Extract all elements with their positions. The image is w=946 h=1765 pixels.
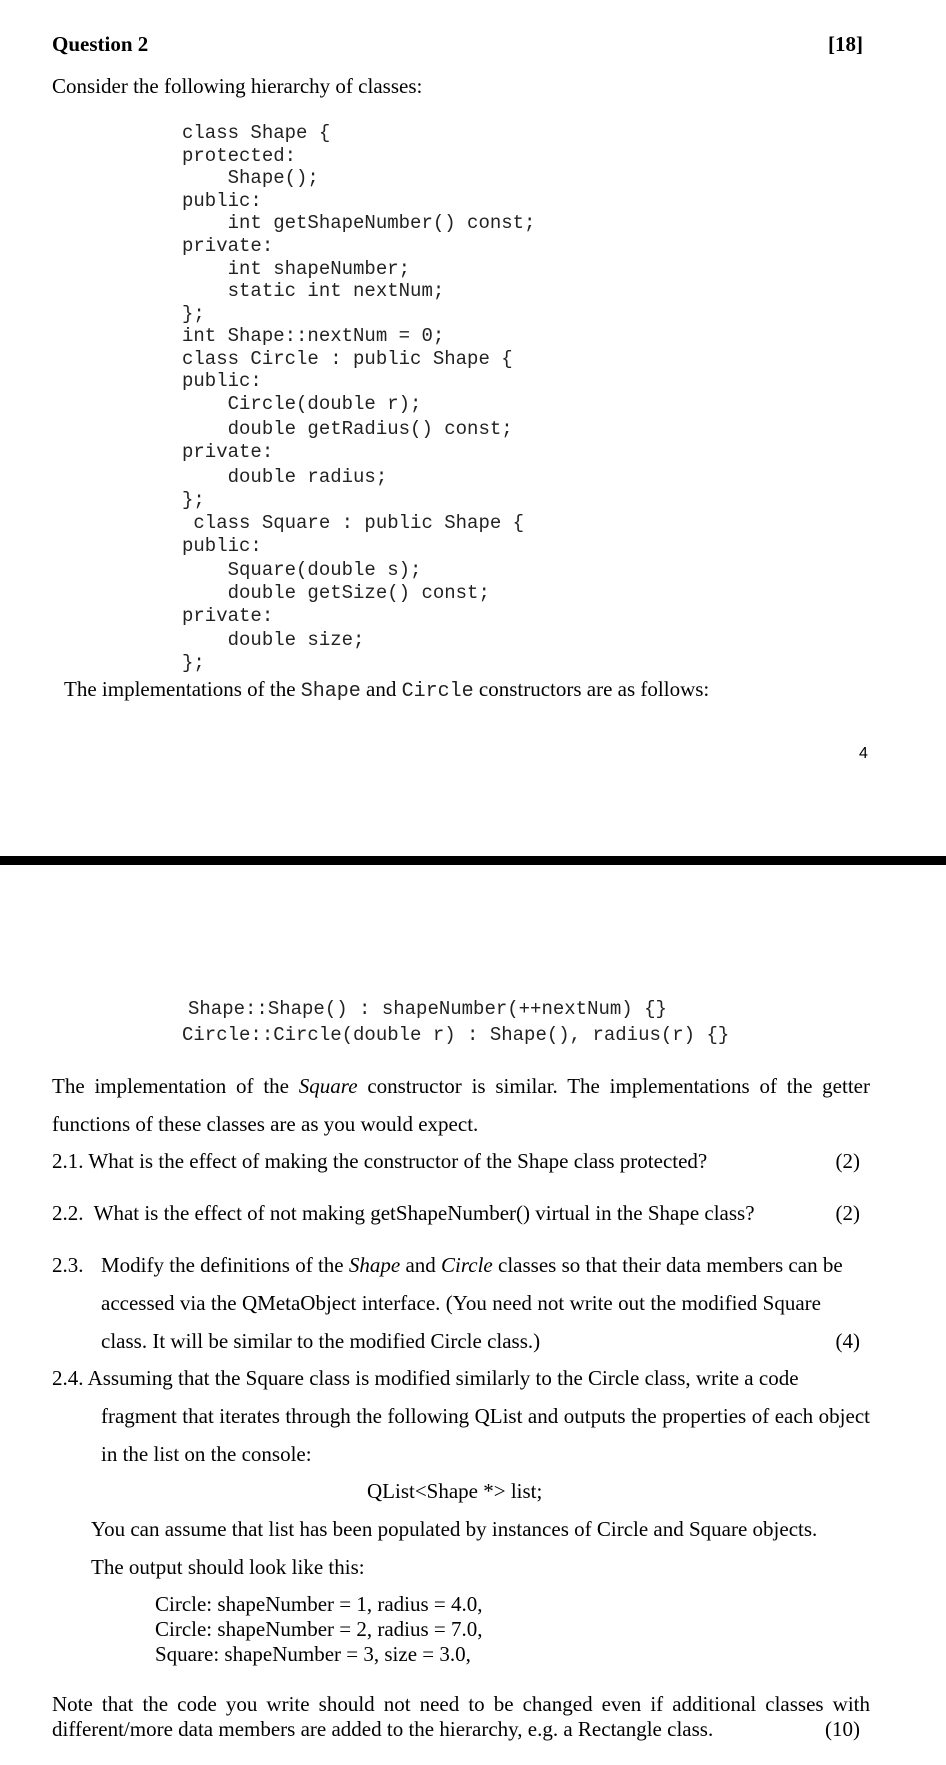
- question-italic: Shape: [348, 1253, 401, 1277]
- paragraph-text: constructor is similar. The implementations of the getter functions of these classes are as you would expect.: [52, 1074, 870, 1136]
- constructor-code-line: Shape::Shape() : shapeNumber(++nextNum) {}: [188, 998, 667, 1020]
- question-2-3-line1: [101, 1253, 843, 1278]
- code-line: double radius;: [182, 466, 388, 488]
- question-2-1: 2.1. What is the effect of making the constructor of the Shape class protected?: [52, 1149, 708, 1173]
- question-2-4-marks: (10): [825, 1717, 860, 1741]
- code-line: class Shape {: [182, 122, 331, 144]
- code-line: };: [182, 489, 205, 511]
- question-total-marks: [18]: [828, 32, 863, 56]
- code-line: int shapeNumber;: [182, 258, 411, 280]
- paragraph-text: The implementation of the: [52, 1074, 299, 1098]
- question-2-3-marks: (4): [835, 1329, 860, 1353]
- question-2-2: 2.2. What is the effect of not making getShapeNumber() virtual in the Shape class?: [52, 1201, 755, 1225]
- code-line: private:: [182, 605, 274, 627]
- code-line: int getShapeNumber() const;: [182, 212, 536, 234]
- code-line: int Shape::nextNum = 0;: [182, 325, 445, 347]
- sentence-text: and: [360, 677, 402, 701]
- implementations-sentence: [64, 677, 709, 703]
- code-line: public:: [182, 535, 262, 557]
- code-line: class Square : public Shape {: [182, 512, 525, 534]
- question-2-4-line1: 2.4. Assuming that the Square class is modified similarly to the Circle class, write a code: [52, 1366, 799, 1390]
- question-2-2-marks: (2): [835, 1201, 860, 1225]
- code-line: double getRadius() const;: [182, 418, 513, 440]
- sentence-text: The implementations of the: [64, 677, 301, 701]
- code-line: Circle(double r);: [182, 393, 422, 415]
- code-line: };: [182, 303, 205, 325]
- question-text: classes so that their data members can be: [492, 1253, 843, 1277]
- code-line: Square(double s);: [182, 559, 422, 581]
- question-2-3-rest: accessed via the QMetaObject interface. (You need not write out the modified Square class. It will be similar to the modified Circle class.): [101, 1291, 821, 1353]
- page-number: 4: [859, 745, 868, 762]
- code-line: class Circle : public Shape {: [182, 348, 513, 370]
- code-line: private:: [182, 441, 274, 463]
- code-line: public:: [182, 190, 262, 212]
- assumption-line1: You can assume that list has been populated by instances of Circle and Square objects.: [91, 1517, 818, 1541]
- code-line: public:: [182, 370, 262, 392]
- code-line: };: [182, 652, 205, 674]
- qlist-declaration: QList<Shape *> list;: [367, 1479, 543, 1503]
- code-line: static int nextNum;: [182, 280, 445, 302]
- question-italic: Circle: [441, 1253, 493, 1277]
- sentence-text: constructors are as follows:: [473, 677, 710, 701]
- note-line1: Note that the code you write should not need to be changed even if additional classes with: [52, 1692, 870, 1716]
- question-2-4-rest: fragment that iterates through the following QList and outputs the properties of each object in the list on the console:: [101, 1404, 870, 1466]
- assumption-line2: The output should look like this:: [91, 1555, 365, 1579]
- page-divider: [0, 856, 946, 865]
- question-text: Modify the definitions of the: [101, 1253, 349, 1277]
- output-line: Circle: shapeNumber = 1, radius = 4.0,: [155, 1592, 483, 1616]
- inline-code-shape: Shape: [300, 680, 361, 703]
- square-paragraph: [52, 1067, 870, 1143]
- question-2-1-marks: (2): [835, 1149, 860, 1173]
- code-line: double size;: [182, 629, 365, 651]
- intro-text: Consider the following hierarchy of classes:: [52, 74, 423, 98]
- question-2-3-number: 2.3.: [52, 1253, 84, 1277]
- constructor-code-line: Circle::Circle(double r) : Shape(), radius(r) {}: [182, 1024, 730, 1046]
- code-line: Shape();: [182, 167, 319, 189]
- note-line2: different/more data members are added to the hierarchy, e.g. a Rectangle class.: [52, 1717, 714, 1741]
- code-line: double getSize() const;: [182, 582, 490, 604]
- code-line: private:: [182, 235, 274, 257]
- output-line: Circle: shapeNumber = 2, radius = 7.0,: [155, 1617, 483, 1641]
- question-title: Question 2: [52, 32, 149, 56]
- code-line: protected:: [182, 145, 297, 167]
- question-text: and: [400, 1253, 442, 1277]
- paragraph-italic: Square: [298, 1074, 358, 1098]
- inline-code-circle: Circle: [401, 680, 474, 703]
- output-line: Square: shapeNumber = 3, size = 3.0,: [155, 1642, 471, 1666]
